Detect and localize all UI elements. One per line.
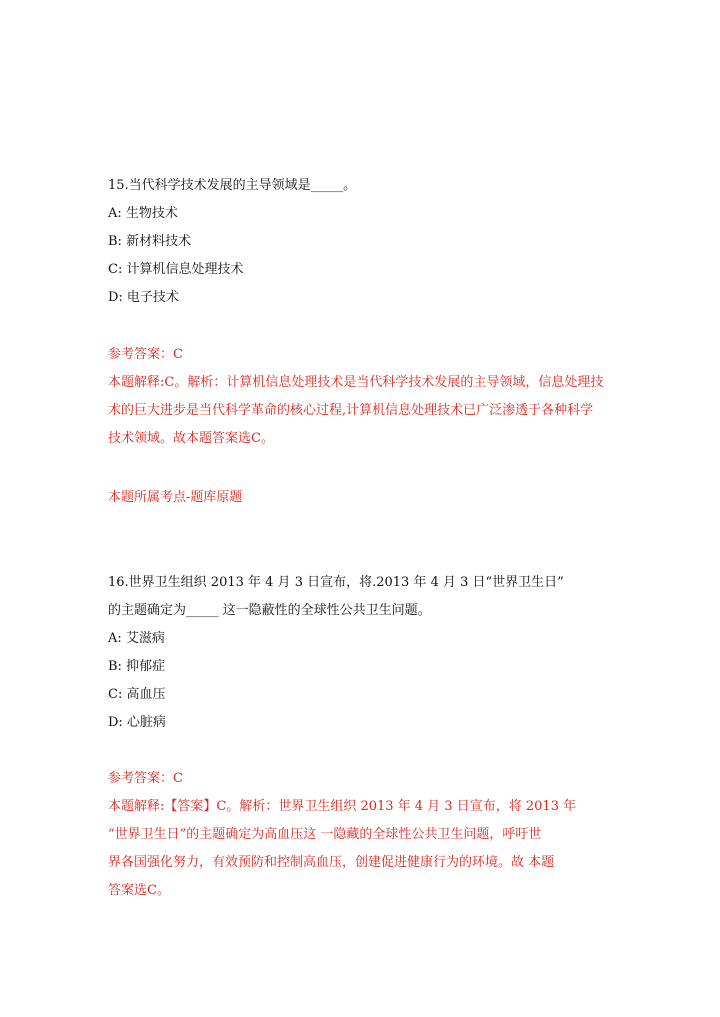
question-15-answer: 参考答案：C — [108, 347, 183, 362]
question-15-option-c: C: 计算机信息处理技术 — [108, 262, 244, 277]
question-16-option-d: D: 心脏病 — [108, 715, 166, 730]
question-15-text: 15.当代科学技术发展的主导领域是_____。 — [108, 178, 357, 193]
question-15-explanation: 本题解释:C。解析：计算机信息处理技术是当代科学技术发展的主导领域，信息处理技术的巨大进步是当代科学革命的核心过程,计算机信息处理技术已广泛渗透于各种科学技术领域。故本题答案选C。 — [108, 375, 604, 446]
question-16-explanation-line-3: 界各国强化努力，有效预防和控制高血压，创建促进健康行为的环境。故 本题 — [108, 855, 555, 870]
question-15-answer-section — [108, 341, 613, 453]
question-15-option-a: A: 生物技术 — [108, 206, 178, 221]
question-16-explanation-line-4: 答案选C。 — [108, 883, 170, 898]
question-16 — [108, 569, 613, 737]
question-15-source: 本题所属考点-题库原题 — [108, 490, 243, 505]
question-16-text-line-2: 的主题确定为_____ 这一隐蔽性的全球性公共卫生问题。 — [108, 603, 431, 618]
question-15-option-b: B: 新材料技术 — [108, 234, 192, 249]
question-16-answer-section — [108, 765, 613, 905]
question-15-source-section — [108, 484, 613, 512]
question-15 — [108, 172, 613, 312]
question-16-option-a: A: 艾滋病 — [108, 631, 165, 646]
question-16-explanation-line-1: 本题解释:【答案】C。解析：世界卫生组织 2013 年 4 月 3 日宣布，将 2013 年 — [108, 799, 577, 814]
question-16-explanation-line-2: “世界卫生日”的主题确定为高血压这 一隐藏的全球性公共卫生问题，呼吁世 — [108, 827, 542, 842]
question-15-option-d: D: 电子技术 — [108, 290, 179, 305]
question-16-option-c: C: 高血压 — [108, 687, 166, 702]
question-16-text-line-1: 16.世界卫生组织 2013 年 4 月 3 日宣布，将.2013 年 4 月 3 日“世界卫生日” — [108, 575, 564, 590]
question-16-option-b: B: 抑郁症 — [108, 659, 166, 674]
question-16-answer: 参考答案：C — [108, 771, 183, 786]
